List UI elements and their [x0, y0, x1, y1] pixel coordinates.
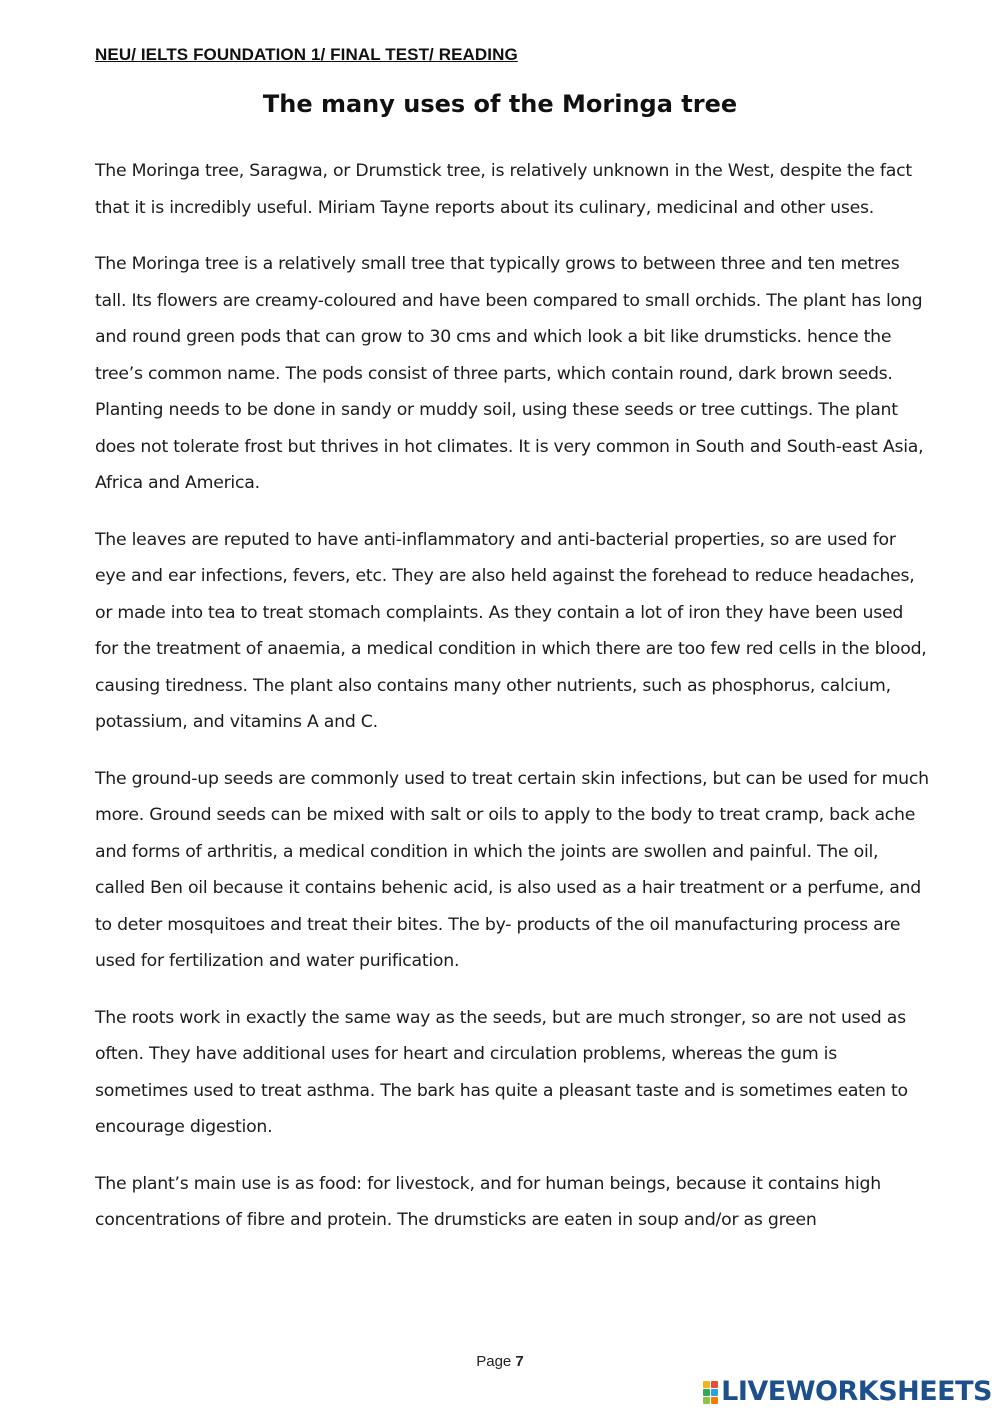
page-footer: [0, 1353, 1000, 1370]
paragraph-seeds: The ground-up seeds are commonly used to treat certain skin infections, but can be used for much more. Ground seeds can be mixed with salt or oils to apply to the body to treat cramp, back ache and forms of arthritis, a medical condition in which the joints are swollen and painful. The oil, called Ben oil because it contains behenic acid, is also used as a hair treatment or a perfume, and to deter mosquitoes and treat their bites. The by- products of the oil manufacturing process are used for fertilization and water purification.: [95, 768, 929, 971]
paragraph-food: The plant’s main use is as food: for livestock, and for human beings, because it contains high concentrations of fibre and protein. The drumsticks are eaten in soup and/or as green: [95, 1173, 881, 1230]
logo-tile: [711, 1389, 718, 1396]
paragraph-leaves: The leaves are reputed to have anti-inflammatory and anti-bacterial properties, so are used for eye and ear infections, fevers, etc. They are also held against the forehead to reduce headaches, or made into tea to treat stomach complaints. As they contain a lot of iron they have been used for the treatment of anaemia, a medical condition in which there are too few red cells in the blood, causing tiredness. The plant also contains many other nutrients, such as phosphorus, calcium, potassium, and vitamins A and C.: [95, 529, 927, 732]
page-label: Page: [476, 1353, 516, 1370]
article-body: [95, 153, 931, 1259]
brand-name: LIVEWORKSHEETS: [721, 1376, 992, 1407]
paragraph-intro: The Moringa tree, Saragwa, or Drumstick tree, is relatively unknown in the West, despite the fact that it is incredibly useful. Miriam Tayne reports about its culinary, medicinal and other uses.: [95, 161, 912, 218]
document-header: NEU/ IELTS FOUNDATION 1/ FINAL TEST/ READING: [95, 45, 518, 64]
liveworksheets-logo-icon: [703, 1381, 718, 1404]
logo-tile: [703, 1397, 710, 1404]
liveworksheets-brand[interactable]: [703, 1377, 992, 1407]
logo-tile: [703, 1389, 710, 1396]
paragraph-description: The Moringa tree is a relatively small tree that typically grows to between three and ten metres tall. Its flowers are creamy-coloured and have been compared to small orchids. The plant has long and round green pods that can grow to 30 cms and which look a bit like drumsticks. hence the tree’s common name. The pods consist of three parts, which contain round, dark brown seeds. Planting needs to be done in sandy or muddy soil, using these seeds or tree cuttings. The plant does not tolerate frost but thrives in hot climates. It is very common in South and South-east Asia, Africa and America.: [95, 254, 924, 493]
page-number: 7: [515, 1353, 524, 1370]
logo-tile: [711, 1381, 718, 1388]
logo-tile: [711, 1397, 718, 1404]
article-title: The many uses of the Moringa tree: [262, 90, 738, 118]
paragraph-roots: The roots work in exactly the same way as the seeds, but are much stronger, so are not used as often. They have additional uses for heart and circulation problems, whereas the gum is sometimes used to treat asthma. The bark has quite a pleasant taste and is sometimes eaten to encourage digestion.: [95, 1007, 908, 1137]
logo-tile: [703, 1381, 710, 1388]
